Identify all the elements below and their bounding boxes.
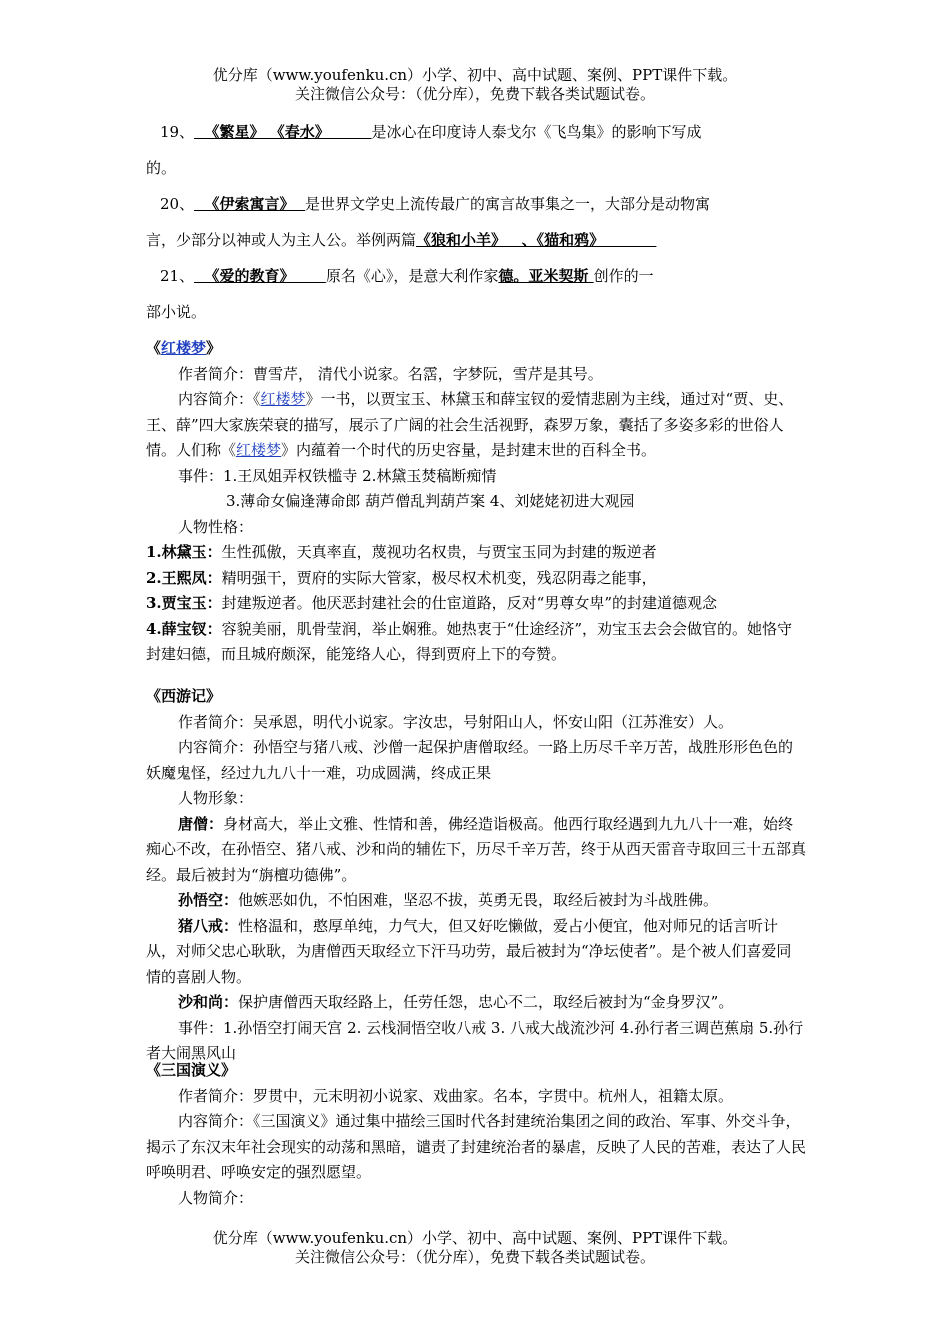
xyj-char-heading: 人物形象： — [178, 789, 254, 807]
xyj-char: 沙和尚：保护唐僧西天取经路上，任劳任怨，忠心不二，取经后被封为“金身罗汉”。 — [178, 993, 734, 1011]
question-20: 20、 《伊索寓言》 是世界文学史上流传最广的寓言故事集之一，大部分是动物寓 — [160, 195, 710, 213]
hlm-events-2: 3.薄命女偏逢薄命郎 葫芦僧乱判葫芦案 4、刘姥姥初进大观园 — [226, 492, 635, 510]
q21-answer-2: 德。亚米契斯 — [498, 267, 594, 285]
xyj-char: 猪八戒：性格温和，憨厚单纯，力气大，但又好吃懒做，爱占小便宜，他对师兄的话言听计从，对师父忠心耿耿，为唐僧西天取经立下汗马功劳，最后被封为“净坛使者”。是个被人们喜爱同情的喜剧人物。 — [146, 916, 792, 986]
section-title-sanguo: 《三国演义》 — [146, 1061, 237, 1079]
hlm-char: 4.薛宝钗：容貌美丽，肌骨莹润，举止娴雅。她热衷于“仕途经济”，劝宝玉去会会做官的。她恪守封建妇德，而且城府颇深，能笼络人心，得到贾府上下的夸赞。 — [146, 619, 793, 663]
hlm-events-1: 事件：1.王凤姐弄权铁槛寺 2.林黛玉焚稿断痴情 — [178, 466, 497, 485]
hlm-content: 内容简介：《红楼梦》一书，以贾宝玉、林黛玉和薛宝钗的爱情悲剧为主线，通过对“贾、史、王、薛”四大家族荣衰的描写，展示了广阔的社会生活视野，森罗万象，囊括了多姿多彩的世俗人情。人们称《红楼梦》内蕴着一个时代的历史容量，是封建末世的百科全书。 — [146, 390, 794, 459]
hlm-char: 2.王熙凤：精明强干，贾府的实际大管家，极尽权术机变，残忍阴毒之能事， — [146, 568, 657, 587]
q20-answer-2: 《狼和小羊》 、《猫和鸦》 — [416, 231, 657, 249]
hlm-char: 1.林黛玉：生性孤傲，天真率直，蔑视功名权贵，与贾宝玉同为封建的叛逆者 — [146, 543, 657, 561]
q19-answer: 《繁星》 《春水》 — [194, 123, 372, 141]
page-footer — [0, 1229, 950, 1267]
xyj-char: 孙悟空：他嫉恶如仇，不怕困难，坚忍不拔，英勇无畏，取经后被封为斗战胜佛。 — [178, 891, 719, 909]
hlm-link-1[interactable]: 红楼梦 — [260, 390, 306, 408]
hlm-char: 3.贾宝玉：封建叛逆者。他厌恶封建社会的仕宦道路，反对“男尊女卑”的封建道德观念 — [146, 594, 718, 612]
section-sanguo — [146, 1058, 806, 1211]
hlm-char-heading: 人物性格： — [178, 517, 254, 536]
footer-line-2: 关注微信公众号：（优分库），免费下载各类试题试卷。 — [294, 1248, 655, 1266]
sg-char-heading: 人物简介： — [178, 1188, 254, 1207]
hongloumeng-title-link[interactable]: 红楼梦 — [161, 339, 207, 357]
sg-content: 内容简介：《三国演义》通过集中描绘三国时代各封建统治集团之间的政治、军事、外交斗争，揭示了东汉末年社会现实的动荡和黑暗，谴责了封建统治者的暴虐，反映了人民的苦难，表达了人民呼唤明君、呼唤安定的强烈愿望。 — [146, 1112, 807, 1181]
section-xiyouji — [146, 684, 806, 1067]
xyj-events: 事件：1.孙悟空打闹天宫 2. 云栈洞悟空收八戒 3. 八戒大战流沙河 4.孙行者三调芭蕉扇 5.孙行者大闹黑风山 — [146, 1018, 804, 1062]
question-list — [146, 114, 806, 330]
xyj-author: 作者简介：吴承恩，明代小说家。字汝忠，号射阳山人，怀安山阳（江苏淮安）人。 — [178, 712, 734, 731]
header-line-1: 优分库（www.youfenku.cn）小学、初中、高中试题、案例、PPT课件下载。 — [212, 66, 738, 84]
question-20-cont: 言，少部分以神或人为主人公。举例两篇《狼和小羊》 、《猫和鸦》 — [146, 231, 657, 249]
question-19-cont: 的。 — [146, 159, 177, 177]
footer-line-1: 优分库（www.youfenku.cn）小学、初中、高中试题、案例、PPT课件下载。 — [212, 1229, 738, 1247]
q21-answer: 《爱的教育》 — [194, 267, 326, 285]
xyj-char: 唐僧：身材高大，举止文雅、性情和善，佛经造诣极高。他西行取经遇到九九八十一难，始终痴心不改，在孙悟空、猪八戒、沙和尚的辅佐下，历尽千辛万苦，终于从西天雷音寺取回三十五部真经。最后被封为“旃檀功德佛”。 — [146, 814, 807, 884]
q20-answer: 《伊索寓言》 — [194, 195, 305, 213]
sg-author: 作者简介：罗贯中，元末明初小说家、戏曲家。名本，字贯中。杭州人，祖籍太原。 — [178, 1086, 734, 1105]
section-title-xiyouji: 《西游记》 — [146, 687, 222, 705]
hlm-link-2[interactable]: 红楼梦 — [236, 441, 282, 459]
page-header — [0, 66, 950, 104]
section-title-hongloumeng: 《红楼梦》 — [146, 339, 222, 357]
question-21: 21、 《爱的教育》 原名《心》，是意大利作家德。亚米契斯 创作的一 — [160, 267, 654, 285]
question-19: 19、 《繁星》 《春水》 是冰心在印度诗人泰戈尔《飞鸟集》的影响下写成 — [160, 123, 702, 141]
hlm-author: 作者简介：曹雪芹， 清代小说家。名霑，字梦阮，雪芹是其号。 — [178, 364, 603, 383]
xyj-content: 内容简介：孙悟空与猪八戒、沙僧一起保护唐僧取经。一路上历尽千辛万苦，战胜形形色色的妖魔鬼怪，经过九九八十一难，功成圆满，终成正果 — [146, 738, 794, 782]
header-line-2: 关注微信公众号：（优分库），免费下载各类试题试卷。 — [294, 85, 655, 103]
question-21-cont: 部小说。 — [146, 303, 207, 321]
section-hongloumeng — [146, 336, 806, 668]
